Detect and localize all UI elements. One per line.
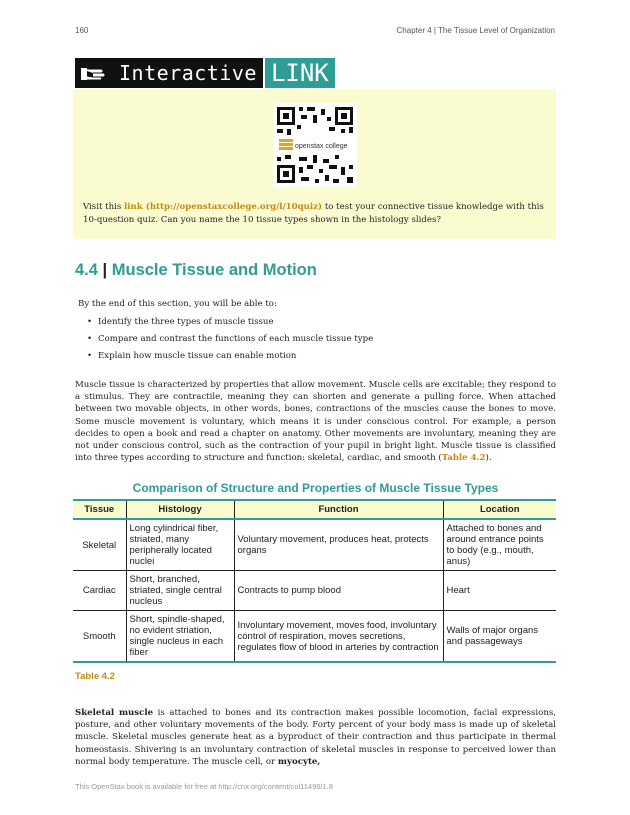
learning-objectives — [78, 298, 558, 367]
page-number: 160 — [75, 26, 89, 35]
tissue-cell: Skeletal — [73, 519, 126, 571]
histology-cell: Short, branched, striated, single central nucleus — [126, 571, 234, 611]
table-row — [73, 519, 556, 571]
function-cell: Voluntary movement, produces heat, protects organs — [234, 519, 443, 571]
section-separator: | — [102, 261, 108, 279]
qr-code[interactable] — [273, 103, 357, 187]
table-title: Comparison of Structure and Properties of Muscle Tissue Types — [132, 481, 499, 495]
interactive-link-text: Visit this link (http://openstaxcollege.org/l/10quiz) to test your connective tissue knowledge with this 10-question quiz. Can you name the 10 tissue types shown in the histology slides? — [83, 202, 544, 225]
location-cell: Attached to bones and around entrance points to body (e.g., mouth, anus) — [443, 519, 556, 571]
column-header: Histology — [126, 500, 234, 519]
histology-cell: Short, spindle-shaped, no evident striation, single nucleus in each fiber — [126, 611, 234, 663]
term-skeletal-muscle: Skeletal muscle — [75, 708, 154, 718]
page-footer: This OpenStax book is available for free at http://cnx.org/content/col11496/1.8 — [75, 782, 333, 791]
function-cell: Involuntary movement, moves food, involuntary control of respiration, moves secretions, regulates flow of blood in arteries by contraction — [234, 611, 443, 663]
function-cell: Contracts to pump blood — [234, 571, 443, 611]
quiz-link[interactable]: link (http://openstaxcollege.org/l/10quiz) — [124, 202, 323, 212]
column-header: Function — [234, 500, 443, 519]
muscle-tissue-table — [73, 499, 556, 663]
table-reference-link[interactable]: Table 4.2 — [441, 453, 486, 464]
objective-item: • Explain how muscle tissue can enable motion — [98, 350, 558, 363]
page-header — [75, 26, 555, 35]
interactive-label — [75, 58, 263, 88]
section-number: 4.4 — [75, 261, 98, 279]
tissue-cell: Smooth — [73, 611, 126, 663]
histology-cell: Long cylindrical fiber, striated, many peripherally located nuclei — [126, 519, 234, 571]
body-paragraph-1: Muscle tissue is characterized by properties that allow movement. Muscle cells are excitable; they respond to a stimulus. They are contractile, meaning they can shorten and generate a pulling force. When attached between two movable objects, in other words, bones, contractions of the muscles cause the bones to move. Some muscle movement is voluntary, which means it is under conscious control. For example, a person decides to open a book and read a chapter on anatomy. Other movements are involuntary, meaning they are not under conscious control, such as the contraction of your pupil in bright light. Muscle tissue is classified into three types according to structure and function: skeletal, cardiac, and smooth (Table 4.2). — [75, 380, 556, 464]
objectives-intro: By the end of this section, you will be able to: — [78, 299, 277, 309]
section-title — [75, 261, 317, 280]
interactive-link-box — [73, 89, 556, 239]
chapter-title: Chapter 4 | The Tissue Level of Organization — [396, 26, 555, 35]
objective-item: • Identify the three types of muscle tissue — [98, 316, 558, 329]
column-header: Location — [443, 500, 556, 519]
table-row — [73, 611, 556, 663]
term-myocyte: myocyte — [277, 756, 318, 767]
location-cell: Heart — [443, 571, 556, 611]
section-heading: Muscle Tissue and Motion — [111, 261, 317, 279]
interactive-link-banner — [75, 58, 335, 88]
qr-brand-text: openstax college — [295, 143, 348, 150]
interactive-word: Interactive — [119, 61, 257, 85]
link-label: LINK — [263, 58, 335, 88]
table-row — [73, 571, 556, 611]
pointing-hand-icon — [79, 63, 113, 83]
location-cell: Walls of major organs and passageways — [443, 611, 556, 663]
objective-item: • Compare and contrast the functions of each muscle tissue type — [98, 333, 558, 346]
table-caption: Table 4.2 — [75, 671, 115, 682]
column-header: Tissue — [73, 500, 126, 519]
body-paragraph-2: Skeletal muscle is attached to bones and its contraction makes possible locomotion, facial expressions, posture, and other voluntary movements of the body. Forty percent of your body mass is made up of skeletal muscle. Skeletal muscles generate heat as a byproduct of their contraction and thus participate in thermal homeostasis. Shivering is an involuntary contraction of skeletal muscles in response to perceived lower than normal body temperature. The muscle cell, or myocyte, — [75, 708, 556, 767]
table-header-row — [73, 500, 556, 519]
tissue-cell: Cardiac — [73, 571, 126, 611]
